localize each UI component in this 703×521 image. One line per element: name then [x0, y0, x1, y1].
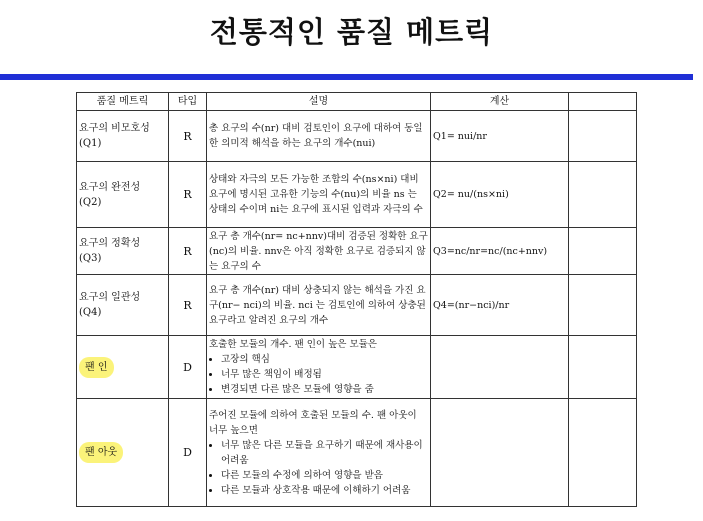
description-bullets [209, 352, 428, 397]
metric-name-label: 요구의 완전성 [79, 181, 141, 193]
table-row [77, 336, 637, 399]
description-intro: 호출한 모듈의 개수. 팬 인이 높은 모듈은 [209, 339, 377, 350]
metric-type: D [169, 336, 207, 399]
metric-description [207, 399, 431, 507]
table-row [77, 399, 637, 507]
metric-name [77, 275, 169, 336]
metric-calculation [431, 336, 569, 399]
metric-name-label: 팬 아웃 [79, 442, 123, 463]
table-header-row [77, 93, 637, 111]
quality-metrics-table [76, 92, 637, 507]
metric-name-label: 팬 인 [79, 357, 114, 378]
metric-type: R [169, 228, 207, 275]
blank-cell [569, 336, 637, 399]
metric-name-label: 요구의 일관성 [79, 292, 141, 303]
metric-code: (Q2) [79, 196, 102, 208]
header-metric: 품질 메트릭 [77, 93, 169, 111]
bullet-item: • 너무 많은 다른 모듈을 요구하기 때문에 재사용이 어려움 [221, 438, 428, 468]
header-blank [569, 93, 637, 111]
slide-title: 전통적인 품질 메트릭 [209, 15, 494, 49]
bullet-item: • 다른 모듈과 상호작용 때문에 이해하기 어려움 [221, 483, 428, 498]
metric-code: (Q1) [79, 138, 102, 149]
table-row [77, 111, 637, 162]
header-calculation: 계산 [431, 93, 569, 111]
metric-type: D [169, 399, 207, 507]
metric-type: R [169, 275, 207, 336]
blank-cell [569, 275, 637, 336]
table-row [77, 275, 637, 336]
metric-name [77, 399, 169, 507]
metric-description: 요구 총 개수(nr= nc+nnv)대비 검증된 정확한 요구(nc)의 비율. nnv은 아직 정확한 요구로 검증되지 않는 요구의 수 [207, 228, 431, 275]
metric-calculation: Q3=nc/nr=nc/(nc+nnv) [431, 228, 569, 275]
blank-cell [569, 111, 637, 162]
metric-description [207, 336, 431, 399]
bullet-item: • 고장의 핵심 [221, 352, 428, 367]
blank-cell [569, 162, 637, 228]
metric-calculation [431, 399, 569, 507]
blank-cell [569, 228, 637, 275]
metric-calculation: Q2= nu/(ns×ni) [431, 162, 569, 228]
metric-description: 총 요구의 수(nr) 대비 검토인이 요구에 대하여 동일한 의미적 해석을 하는 요구의 개수(nui) [207, 111, 431, 162]
metric-name-label: 요구의 비모호성 [79, 123, 150, 134]
metric-type: R [169, 162, 207, 228]
metric-name-label: 요구의 정확성 [79, 238, 141, 249]
header-type: 타입 [169, 93, 207, 111]
blank-cell [569, 399, 637, 507]
metric-name [77, 111, 169, 162]
metric-name [77, 162, 169, 228]
bullet-item: • 변경되면 다른 많은 모듈에 영향을 줌 [221, 382, 428, 397]
metric-calculation: Q1= nui/nr [431, 111, 569, 162]
title-divider [0, 74, 693, 80]
metric-description: 상태와 자극의 모든 가능한 조합의 수(ns×ni) 대비 요구에 명시된 고유한 기능의 수(nu)의 비율 ns 는 상태의 수이며 ni는 요구에 표시된 입력과 자극의 수 [207, 162, 431, 228]
bullet-item: • 다른 모듈의 수정에 의하여 영향을 받음 [221, 468, 428, 483]
description-bullets [209, 438, 428, 498]
bullet-item: • 너무 많은 책임이 배정됨 [221, 367, 428, 382]
metric-type: R [169, 111, 207, 162]
metric-code: (Q3) [79, 253, 102, 264]
table-row [77, 162, 637, 228]
description-intro: 주어진 모듈에 의하여 호출된 모듈의 수. 팬 아웃이 너무 높으면 [209, 409, 417, 436]
metric-name [77, 336, 169, 399]
metric-description: 요구 총 개수(nr) 대비 상충되지 않는 해석을 가진 요구(nr− nci)의 비율. nci 는 검토인에 의하여 상충된 요구라고 알려진 요구의 개수 [207, 275, 431, 336]
metric-calculation: Q4=(nr−nci)/nr [431, 275, 569, 336]
metric-name [77, 228, 169, 275]
table-row [77, 228, 637, 275]
header-description: 설명 [207, 93, 431, 111]
metric-code: (Q4) [79, 307, 102, 318]
